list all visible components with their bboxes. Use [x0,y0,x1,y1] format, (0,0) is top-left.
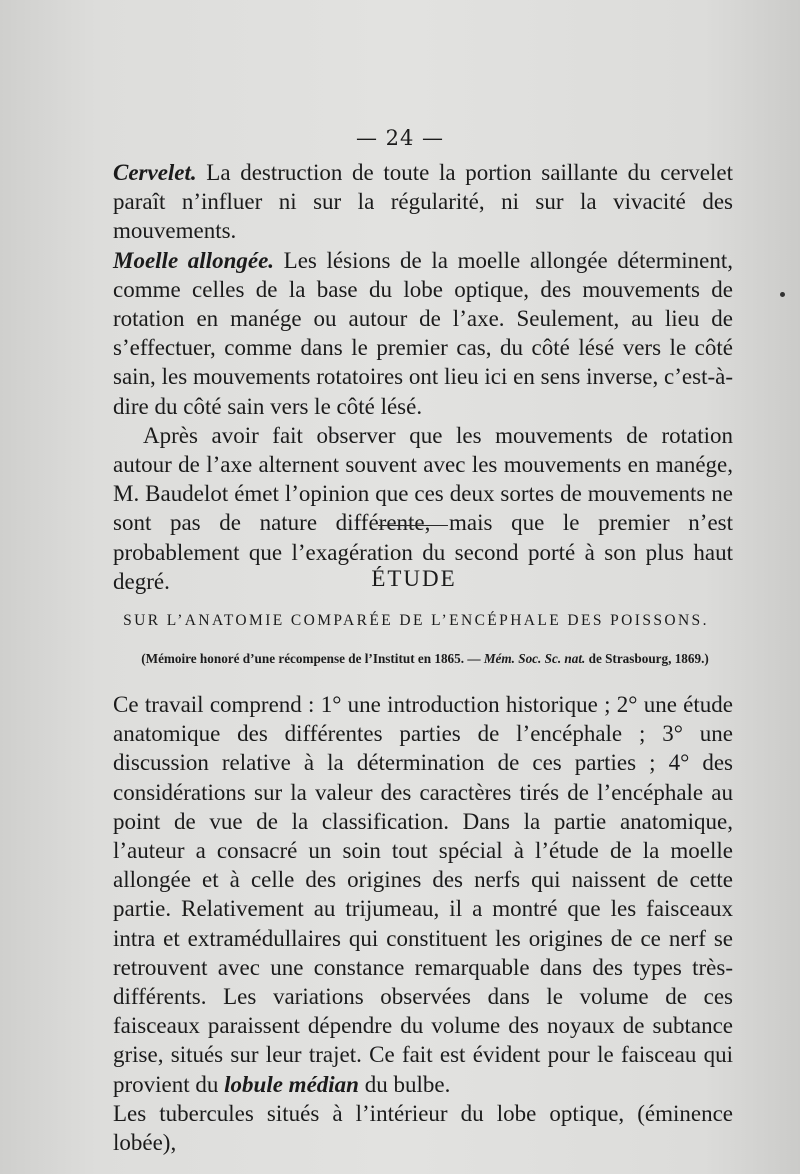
ink-dot [780,292,785,297]
section-note [116,651,734,667]
page-number: — 24 — [355,126,445,150]
text-moelle: Les lésions de la moelle allongée déterminent, comme celles de la base du lobe optique, des mouvements de rotation en manége ou autour de l’axe. Seulement, au lieu de s’effectuer, comme dans le premier cas, du côté lésé vers le côté sain, les mouvements rotatoires ont lieu ici en sens inverse, c’est-à-dire du côté sain vers le côté lésé. [113,247,733,419]
paragraph-travail [113,690,733,1099]
top-text-block [113,158,733,596]
body-text-block [113,690,733,1157]
paragraph-baudelot: Après avoir fait observer que les mouvements de rotation autour de l’axe alternent souvent avec les mouvements en manége, M. Baudelot émet l’opinion que ces deux sortes de mouvements ne sont pas de nature différente, mais que le premier n’est probablement que l’exagération du second porté à son plus haut degré. [113,422,733,594]
term-moelle-allongee: Moelle allongée. [113,247,275,273]
paragraph-moelle [113,246,733,421]
note-after: de Strasbourg, 1869.) [585,651,709,666]
note-before: (Mémoire honoré d’une récompense de l’Institut en 1865. — [141,651,484,666]
paragraph-cervelet [113,158,733,246]
note-journal: Mém. Soc. Sc. nat. [483,651,586,666]
section-subtitle: SUR L’ANATOMIE COMPARÉE DE L’ENCÉPHALE DES POISSONS. [123,612,709,629]
text-travail: Ce travail comprend : 1° une introduction historique ; 2° une étude anatomique des différentes parties de l’encéphale ; 3° une discussion relative à la détermination de ces parties ; 4° des considérations sur la valeur des caractères tirés de l’encéphale au point de vue de la classification. Dans la partie anatomique, l’auteur a consacré un soin tout spécial à l’étude de la moelle allongée et à celle des origines des nerfs qui naissent de cette partie. Relativement au trijumeau, il a montré que les faisceaux intra et extramédullaires qui constituent les origines de ce nerf se retrouvent avec une constance remarquable dans des types très-différents. Les variations observées dans le volume de ces faisceaux paraissent dépendre du volume des noyaux de subtance grise, situés sur leur trajet. Ce fait est évident pour le faisceau qui provient du [113,692,733,1097]
paragraph-tubercules: Les tubercules situés à l’intérieur du lobe optique, (éminence lobée), [113,1100,733,1156]
section-divider [378,525,448,526]
term-cervelet: Cervelet. [113,160,197,185]
term-lobule-median: lobule médian [224,1071,359,1097]
section-title: ÉTUDE [371,566,457,591]
text-cervelet: La destruction de toute la portion saillante du cervelet paraît n’influer ni sur la régularité, ni sur la vivacité des mouvements. [113,160,733,244]
text-travail-end: du bulbe. [358,1071,451,1097]
